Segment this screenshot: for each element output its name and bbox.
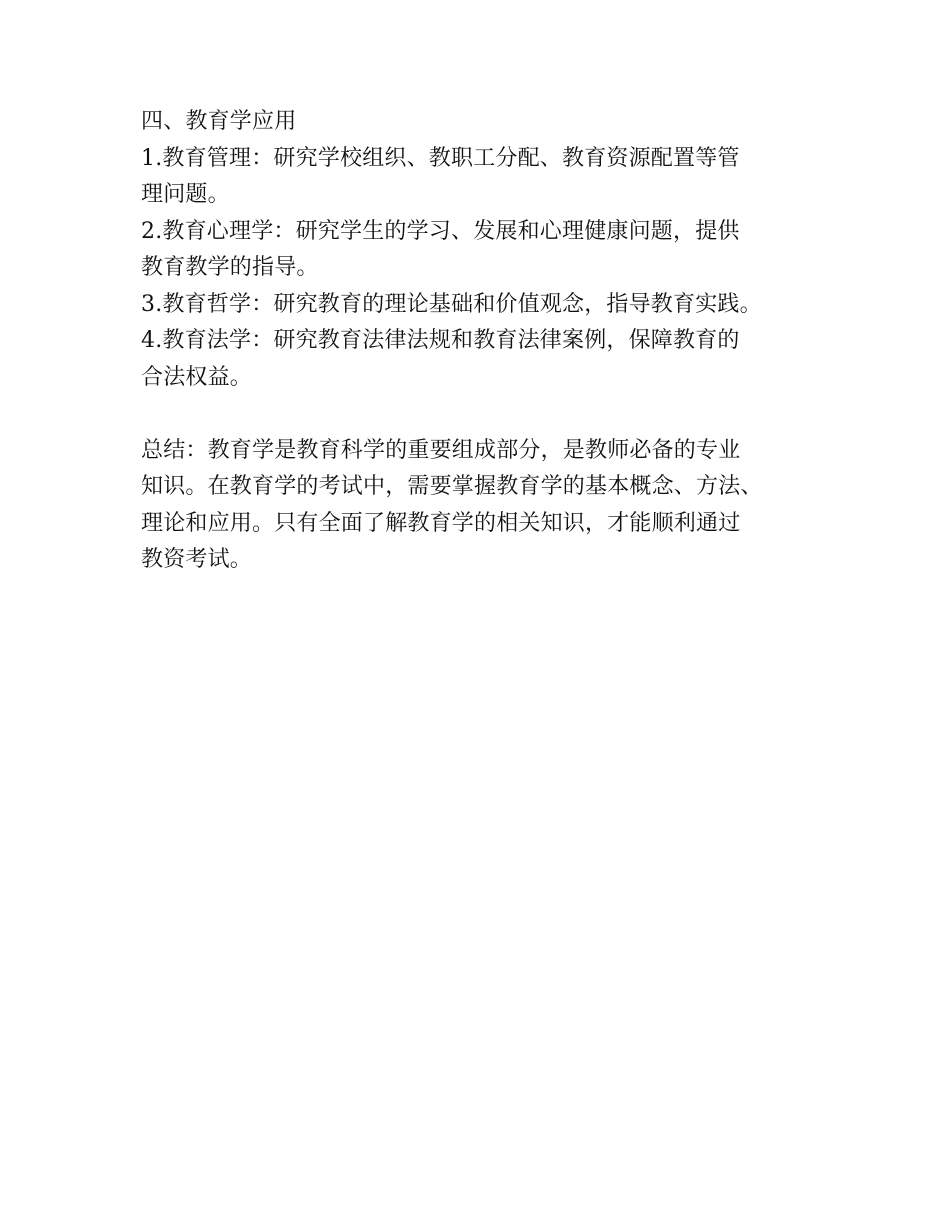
- paragraph-spacer: [141, 396, 841, 433]
- list-item-line: 1.教育管理：研究学校组织、教职工分配、教育资源配置等管: [141, 145, 740, 171]
- list-item-line: 教育教学的指导。: [141, 255, 319, 280]
- list-item-line: 4.教育法学：研究教育法律法规和教育法律案例，保障教育的: [141, 328, 740, 353]
- list-item-line: 理问题。: [141, 182, 230, 207]
- section-heading: 四、教育学应用: [141, 109, 297, 134]
- list-item: [141, 141, 841, 214]
- list-item-line: 3.教育哲学：研究教育的理论基础和价值观念，指导教育实践。: [141, 291, 762, 317]
- summary-line: 教资考试。: [141, 547, 253, 572]
- list-item-line: 合法权益。: [141, 364, 253, 390]
- summary-line: 知识。在教育学的考试中，需要掌握教育学的基本概念、方法、: [141, 474, 763, 499]
- document-body: [141, 104, 841, 579]
- summary-line: 理论和应用。只有全面了解教育学的相关知识，才能顺利通过: [141, 510, 741, 536]
- list-item-line: 2.教育心理学：研究学生的学习、发展和心理健康问题，提供: [141, 218, 740, 244]
- summary-line: 总结：教育学是教育科学的重要组成部分，是教师必备的专业: [141, 437, 741, 463]
- list-item: [141, 323, 841, 396]
- list-item: [141, 287, 841, 324]
- summary-paragraph: [141, 433, 841, 579]
- list-item: [141, 214, 841, 287]
